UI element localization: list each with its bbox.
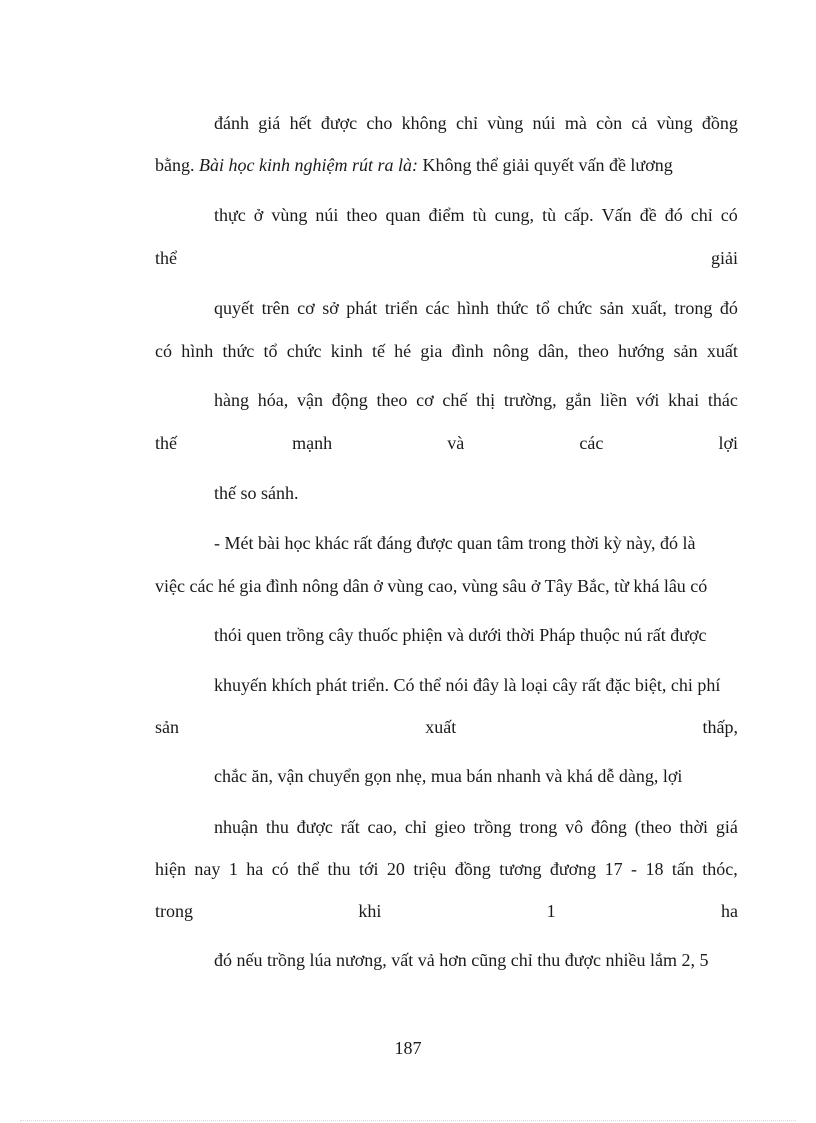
word: chế xyxy=(442,390,468,410)
word: hình xyxy=(456,298,489,318)
word: các xyxy=(425,298,450,318)
word: thóc, xyxy=(702,859,738,879)
word: tổ xyxy=(263,341,278,361)
word: chức xyxy=(286,341,322,361)
word: xuất xyxy=(425,717,457,737)
text-line: chắc ăn, vận chuyển gọn nhẹ, mua bán nhanh và khá dễ dàng, lợi xyxy=(214,766,683,786)
word: sản xyxy=(155,717,179,737)
word: mạnh xyxy=(292,433,333,453)
word: - xyxy=(631,859,638,879)
word: giá xyxy=(715,817,738,837)
text-run: bằng. xyxy=(155,155,195,175)
word: được xyxy=(296,817,333,837)
word: thức xyxy=(496,298,529,318)
word: theo xyxy=(577,341,609,361)
word: thức xyxy=(222,341,255,361)
word: cơ xyxy=(297,298,315,318)
word: xuất, xyxy=(631,298,667,318)
word: sở xyxy=(322,298,339,318)
word: nông xyxy=(492,341,529,361)
word: sản xyxy=(673,341,698,361)
word: thể xyxy=(155,248,177,268)
word: kinh xyxy=(330,341,363,361)
word: trong xyxy=(155,901,193,921)
word: thác xyxy=(707,390,738,410)
text-line: thế so sánh. xyxy=(214,483,299,503)
word: hé xyxy=(394,341,412,361)
text-line: việc các hé gia đình nông dân ở vùng cao, vùng sâu ở Tây Bắc, từ khá lâu có xyxy=(155,576,708,596)
word: mà xyxy=(564,113,587,133)
word: thực xyxy=(214,205,246,225)
word: hàng xyxy=(214,390,249,410)
word: đông xyxy=(590,817,627,837)
word: hướng xyxy=(618,341,665,361)
word: giải xyxy=(711,248,738,268)
word: còn xyxy=(596,113,623,133)
word: trong xyxy=(519,817,558,837)
word: gieo xyxy=(434,817,466,837)
word: khai xyxy=(668,390,700,410)
word: các xyxy=(579,433,604,453)
word: nhuận xyxy=(214,817,258,837)
word: (theo xyxy=(634,817,672,837)
word: thể xyxy=(297,859,320,879)
word: thị xyxy=(476,390,496,410)
word: vận xyxy=(296,390,323,410)
text-run: Không thể giải quyết vấn đề lương xyxy=(422,155,673,175)
word: hiện xyxy=(155,859,186,879)
word: thấp, xyxy=(702,717,738,737)
word: 17 xyxy=(604,859,623,879)
word: 20 xyxy=(386,859,405,879)
word: có xyxy=(271,859,289,879)
word: trường, xyxy=(503,390,557,410)
word: hết xyxy=(289,113,312,133)
word: Vấn xyxy=(601,205,632,225)
text-line xyxy=(155,716,738,738)
word: đó xyxy=(664,205,683,225)
italic-text-run: Bài học kinh nghiệm rút ra là: xyxy=(199,155,418,175)
word: cho xyxy=(366,113,393,133)
word: trong xyxy=(674,298,713,318)
word: 1 xyxy=(228,859,238,879)
word: quan xyxy=(385,205,421,225)
word: đánh xyxy=(214,113,249,133)
word: được xyxy=(320,113,358,133)
word: chỉ xyxy=(404,817,427,837)
text-line xyxy=(155,900,738,922)
word: trồng xyxy=(473,817,512,837)
word: vùng xyxy=(271,205,308,225)
word: cung, xyxy=(494,205,535,225)
word: chỉ xyxy=(690,205,713,225)
word: hóa, xyxy=(257,390,289,410)
word: liền xyxy=(600,390,628,410)
text-line: - Mét bài học khác rất đáng được quan tâm trong thời kỳ này, đó là xyxy=(214,533,696,553)
word: xuất xyxy=(706,341,738,361)
word: tới xyxy=(358,859,379,879)
word: dân, xyxy=(538,341,569,361)
word: ha xyxy=(246,859,264,879)
text-line xyxy=(214,816,738,838)
word: động xyxy=(331,390,368,410)
word: đồng xyxy=(701,113,738,133)
word: triển xyxy=(384,298,418,318)
word: núi xyxy=(532,113,556,133)
word: gắn xyxy=(565,390,592,410)
word: tương xyxy=(499,859,542,879)
word: vùng xyxy=(487,113,524,133)
word: điểm xyxy=(428,205,465,225)
word: nay xyxy=(194,859,221,879)
word: đồng xyxy=(454,859,491,879)
text-line xyxy=(214,204,738,226)
word: lợi xyxy=(718,433,738,453)
word: không xyxy=(401,113,447,133)
word: trên xyxy=(261,298,290,318)
word: và xyxy=(447,433,465,453)
word: núi xyxy=(315,205,339,225)
page-bottom-divider xyxy=(20,1120,796,1121)
word: đương xyxy=(549,859,597,879)
word: chỉ xyxy=(455,113,478,133)
word: thu xyxy=(265,817,289,837)
word: gia xyxy=(420,341,443,361)
text-line: khuyến khích phát triển. Có thể nói đây là loại cây rất đặc biệt, chi phí xyxy=(214,675,721,695)
page-number: 187 xyxy=(394,1038,422,1058)
text-line xyxy=(155,154,738,176)
word: ở xyxy=(253,205,264,225)
word: 18 xyxy=(645,859,664,879)
text-line xyxy=(155,858,738,880)
word: theo xyxy=(376,390,408,410)
word: đình xyxy=(451,341,484,361)
text-line xyxy=(155,247,738,269)
word: ha xyxy=(721,901,738,921)
word: triệu xyxy=(413,859,447,879)
text-line xyxy=(214,389,738,411)
word: giá xyxy=(258,113,281,133)
word: quyết xyxy=(214,298,254,318)
word: sản xyxy=(599,298,624,318)
text-line: đó nếu trồng lúa nương, vất vả hơn cũng chỉ thu được nhiều lắm 2, 5 xyxy=(214,950,709,970)
word: chức xyxy=(557,298,593,318)
word: tù xyxy=(542,205,557,225)
word: phát xyxy=(346,298,378,318)
word: có xyxy=(155,341,172,361)
word: cấp. xyxy=(564,205,594,225)
word: vô xyxy=(565,817,584,837)
word: đề xyxy=(639,205,657,225)
word: tế xyxy=(371,341,385,361)
text-line xyxy=(214,297,738,319)
word: thế xyxy=(155,433,177,453)
text-line xyxy=(214,112,738,134)
word: 1 xyxy=(546,901,556,921)
word: rất xyxy=(340,817,360,837)
word: thời xyxy=(679,817,709,837)
text-line xyxy=(155,340,738,362)
word: cơ xyxy=(416,390,434,410)
word: với xyxy=(635,390,660,410)
word: hình xyxy=(181,341,214,361)
word: khi xyxy=(358,901,382,921)
word: cao, xyxy=(367,817,397,837)
word: thu xyxy=(327,859,351,879)
word: có xyxy=(720,205,738,225)
word: tấn xyxy=(671,859,694,879)
word: cả xyxy=(631,113,648,133)
word: theo xyxy=(346,205,378,225)
text-line xyxy=(155,432,738,454)
word: vùng xyxy=(656,113,693,133)
word: đó xyxy=(719,298,738,318)
word: tù xyxy=(472,205,487,225)
text-line: thói quen trồng cây thuốc phiện và dưới thời Pháp thuộc nú rất được xyxy=(214,625,707,645)
word: tổ xyxy=(535,298,550,318)
